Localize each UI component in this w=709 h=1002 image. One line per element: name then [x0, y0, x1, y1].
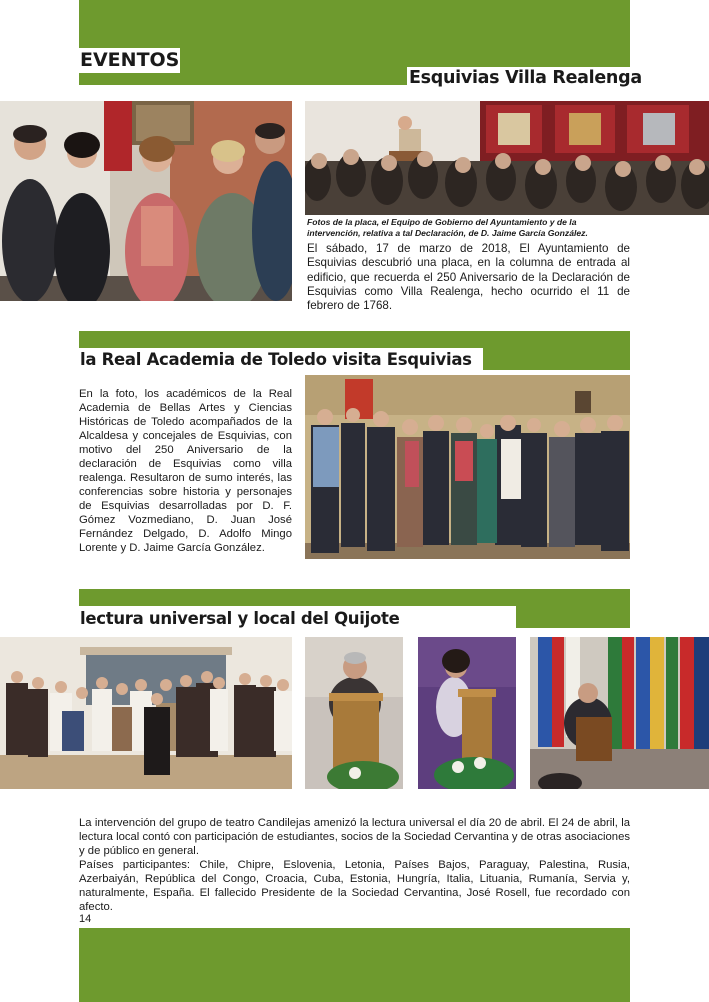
section-label: EVENTOS [80, 49, 180, 71]
page-number: 14 [79, 913, 92, 925]
photo-academy-group [305, 375, 630, 559]
event3-text-2: Países participantes: Chile, Chipre, Eslovenia, Letonia, Países Bajos, Paraguay, Palestina, Rusia, Azerbaiyán, República del Congo, Croacia, Cuba, Estonia, Hungría, Italia, Lituania, Rumanía, Servia y, naturalmente, España. El fallecido Presidente de la Sociedad Cervantina, José Rosell, fue recordado con afecto. [79, 859, 630, 913]
event3-title: lectura universal y local del Quijote [80, 609, 400, 628]
photo-plaque-group [0, 101, 292, 301]
event2-title: la Real Academia de Toledo visita Esquivias [80, 350, 472, 369]
photo-theater-group [0, 637, 292, 789]
event2-text: En la foto, los académicos de la Real Academia de Bellas Artes y Ciencias Históricas de Toledo acompañados de la Alcaldesa y concejales de Esquivias, con motivo del 250 Aniversario de la declaración de Esquivias como villa realenga. Resultaron de sumo interés, las conferencias sobre historia y personajes de Esquivias desarrolladas por D. F. Gómez Vozmediano, D. Juan José Fernández Delgado, D. Adolfo Mingo Lorente y D. Jaime García González. [79, 388, 292, 554]
event1-text: El sábado, 17 de marzo de 2018, El Ayuntamiento de Esquivias descubrió una placa, en la columna de entrada al edificio, que recuerda el 250 Aniversario de la Declaración de Esquivias como Villa Realenga, hecho ocurrido el 11 de febrero de 1768. [307, 242, 630, 313]
photo-lectern-woman [418, 637, 516, 789]
event1-caption: Fotos de la placa, el Equipo de Gobierno del Ayuntamiento y de la intervención, relativa a tal Declaración, de D. Jaime García González. [307, 217, 588, 238]
photo-lectern-man [305, 637, 403, 789]
photo-speech-audience [305, 101, 709, 215]
event3-text-1: La intervención del grupo de teatro Candilejas amenizó la lectura universal el día 20 de abril. El 24 de abril, la lectura local contó con participación de estudiantes, socios de la Sociedad Cervantina y de otras asociaciones y de público en general. [79, 817, 630, 857]
page-title: Esquivias Villa Realenga [409, 68, 642, 88]
footer-band [79, 928, 630, 1002]
photo-flags-speaker [530, 637, 709, 789]
